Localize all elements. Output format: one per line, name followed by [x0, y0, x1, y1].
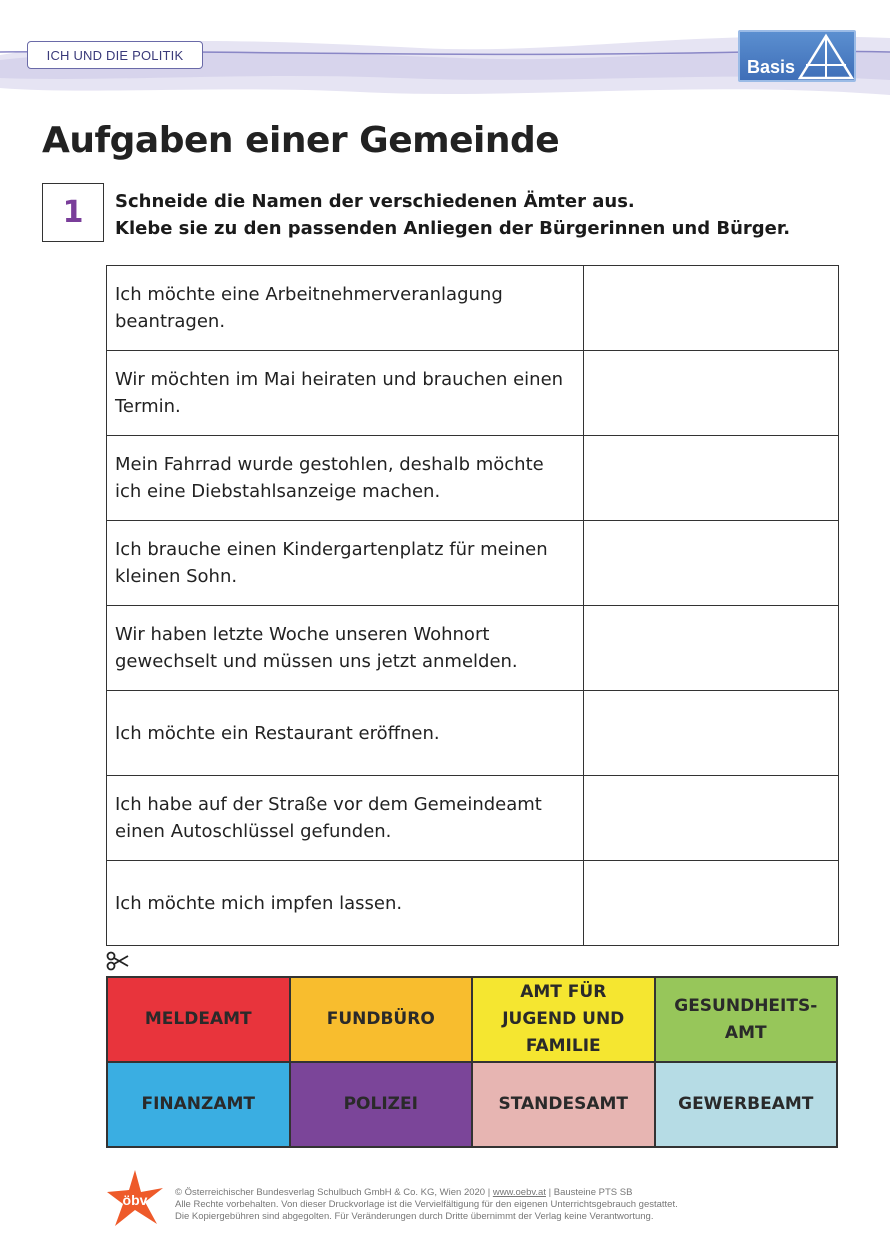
- table-row: [107, 691, 839, 776]
- request-cell: Wir haben letzte Woche unseren Wohnort gewechselt und müssen uns jetzt anmelden.: [107, 606, 584, 691]
- answer-cell: [584, 691, 839, 776]
- answer-cell: [584, 436, 839, 521]
- office-card[interactable]: AMT FÜR JUGEND UND FAMILIE: [472, 977, 655, 1062]
- office-card[interactable]: GEWERBEAMT: [655, 1062, 838, 1147]
- office-card[interactable]: FINANZAMT: [107, 1062, 290, 1147]
- oebv-logo: [105, 1168, 165, 1230]
- answer-cell: [584, 861, 839, 946]
- page-title: Aufgaben einer Gemeinde: [42, 120, 560, 161]
- footer-line3: Die Kopiergebühren sind abgegolten. Für Veränderungen durch Dritte übernimmt der Verlag keine Verantwortung.: [175, 1211, 654, 1222]
- logo-text: öbv: [122, 1192, 148, 1208]
- matching-table: [106, 265, 839, 946]
- request-cell: Ich möchte eine Arbeitnehmerveranlagung beantragen.: [107, 266, 584, 351]
- table-row: [107, 861, 839, 946]
- table-row: [107, 351, 839, 436]
- copyright-footer: [175, 1187, 855, 1223]
- footer-line1-suffix: | Bausteine PTS SB: [545, 1187, 633, 1198]
- task-instructions: [115, 188, 835, 242]
- answer-cell: [584, 776, 839, 861]
- task-number-box: [42, 183, 104, 242]
- answer-cell: [584, 351, 839, 436]
- request-cell: Mein Fahrrad wurde gestohlen, deshalb möchte ich eine Diebstahlsanzeige machen.: [107, 436, 584, 521]
- footer-line1-prefix: © Österreichischer Bundesverlag Schulbuch GmbH & Co. KG, Wien 2020 |: [175, 1187, 493, 1198]
- office-card[interactable]: GESUNDHEITS- AMT: [655, 977, 838, 1062]
- request-cell: Wir möchten im Mai heiraten und brauchen einen Termin.: [107, 351, 584, 436]
- publisher-link[interactable]: www.oebv.at: [492, 1187, 546, 1198]
- office-card[interactable]: FUNDBÜRO: [290, 977, 473, 1062]
- answer-cell: [584, 521, 839, 606]
- basis-level-badge: [738, 30, 856, 82]
- basis-label: Basis: [747, 57, 796, 77]
- answer-cell: [584, 266, 839, 351]
- request-cell: Ich möchte mich impfen lassen.: [107, 861, 584, 946]
- task-number: 1: [62, 195, 84, 230]
- table-row: [107, 776, 839, 861]
- footer-line2: Alle Rechte vorbehalten. Von dieser Druckvorlage ist die Vervielfältigung für den eigenen Unterrichtsgebrauch gestattet.: [175, 1199, 678, 1210]
- table-row: [107, 521, 839, 606]
- request-cell: Ich habe auf der Straße vor dem Gemeindeamt einen Autoschlüssel gefunden.: [107, 776, 584, 861]
- table-row: [107, 606, 839, 691]
- request-cell: Ich brauche einen Kindergartenplatz für meinen kleinen Sohn.: [107, 521, 584, 606]
- scissors-icon: [106, 951, 130, 971]
- office-card[interactable]: STANDESAMT: [472, 1062, 655, 1147]
- table-row: [107, 436, 839, 521]
- section-label: ICH UND DIE POLITIK: [27, 41, 203, 69]
- request-cell: Ich möchte ein Restaurant eröffnen.: [107, 691, 584, 776]
- instruction-line: Schneide die Namen der verschiedenen Ämter aus.: [115, 191, 635, 212]
- instruction-line: Klebe sie zu den passenden Anliegen der Bürgerinnen und Bürger.: [115, 218, 791, 239]
- office-card[interactable]: POLIZEI: [290, 1062, 473, 1147]
- office-card[interactable]: MELDEAMT: [107, 977, 290, 1062]
- office-cutout-grid: [106, 976, 838, 1148]
- table-row: [107, 266, 839, 351]
- answer-cell: [584, 606, 839, 691]
